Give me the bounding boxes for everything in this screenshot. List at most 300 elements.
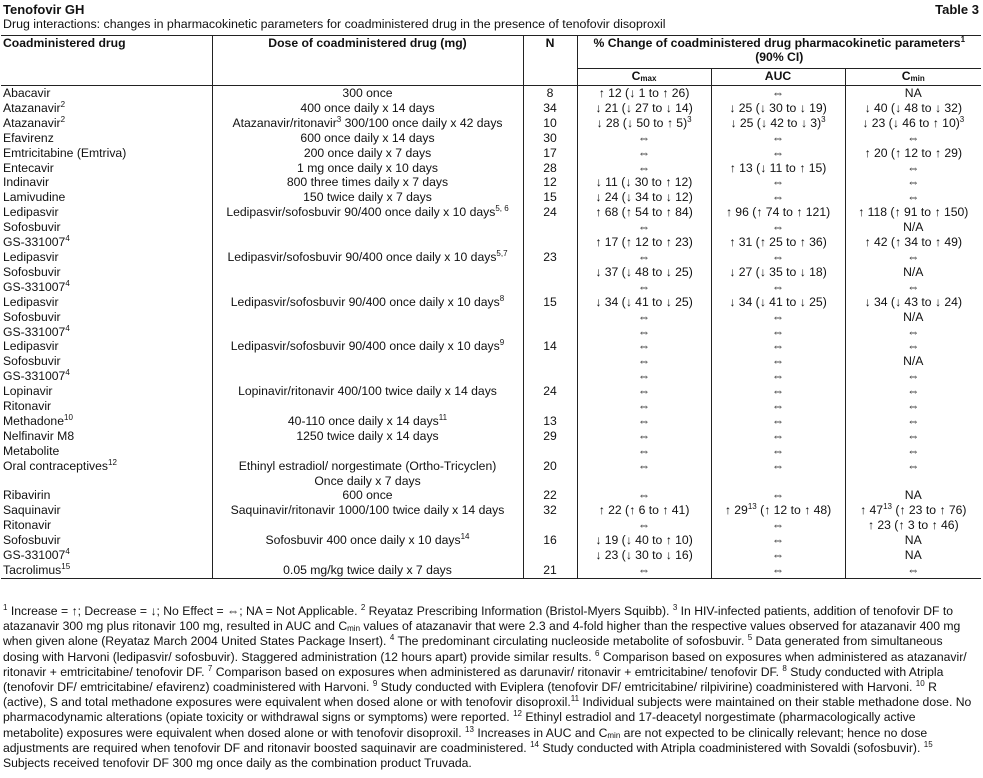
cell-n-text: 20 <box>543 458 557 473</box>
cell-auc <box>711 146 845 161</box>
cell-dose-text: 40-110 once daily x 14 days <box>287 413 439 428</box>
cell-dose-text: 150 twice daily x 7 days <box>303 190 432 205</box>
cell-dose-text: 600 once <box>342 488 393 503</box>
cell-cmax <box>577 369 711 384</box>
header-cmax-sub: max <box>640 74 657 83</box>
footnote-number: 10 <box>915 679 925 689</box>
cell-auc-text: ⇔ <box>771 488 785 503</box>
cell-cmin <box>845 295 981 310</box>
cell-cmax-text: ↓ 11 (↓ 30 to ↑ 12) <box>595 175 693 190</box>
cell-drug <box>1 295 212 310</box>
table-row <box>1 280 981 295</box>
cell-cmax <box>577 503 711 518</box>
cell-drug-footnote-ref: 10 <box>64 413 73 422</box>
cell-auc <box>711 325 845 340</box>
cell-auc-footnote-ref: 3 <box>821 115 826 124</box>
header-cmin-c: C <box>901 69 911 83</box>
cell-drug <box>1 548 212 563</box>
cell-auc <box>711 235 845 250</box>
cell-auc-text: ⇔ <box>771 309 785 324</box>
cell-cmin-text: ↓ 34 (↓ 43 to ↓ 24) <box>864 294 963 309</box>
cell-cmin <box>845 310 981 325</box>
footnote-subscript: min <box>607 730 621 740</box>
cell-auc-text: ⇔ <box>771 339 785 354</box>
cell-dose <box>212 250 523 265</box>
cell-drug <box>1 205 212 220</box>
cell-cmax-text: ⇔ <box>637 324 651 339</box>
cell-drug <box>1 131 212 146</box>
cell-dose-footnote-ref: 9 <box>499 339 505 348</box>
cell-cmax <box>577 250 711 265</box>
cell-cmin <box>845 518 981 533</box>
cell-cmax-text: ↓ 34 (↓ 41 to ↓ 25) <box>595 294 693 309</box>
cell-cmin-text: ⇔ <box>907 279 920 294</box>
cell-cmax <box>577 190 711 205</box>
header-drug: Coadministered drug <box>1 36 212 86</box>
footnote-text: Study conducted with Eviplera (tenofovir DF/ emtricitabine/ rilpivirine) coadministered with Harvoni. <box>377 680 916 695</box>
cell-dose-text: Ledipasvir/sofosbuvir 90/400 once daily x 10 days <box>227 249 497 264</box>
cell-drug-footnote-ref: 2 <box>60 100 66 109</box>
cell-auc-text: ⇔ <box>771 533 785 548</box>
cell-drug-footnote-ref: 4 <box>65 324 70 333</box>
cell-cmin-text: ⇔ <box>907 384 920 399</box>
cell-dose-text: Once daily x 7 days <box>314 473 421 488</box>
cell-auc <box>711 280 845 295</box>
cell-cmin-text: N/A <box>903 354 924 369</box>
cell-dose <box>212 369 523 384</box>
cell-cmin <box>845 533 981 548</box>
footnote-number: 3 <box>672 603 678 612</box>
cell-drug-text: Ledipasvir <box>3 339 59 354</box>
footnote-text: In HIV-infected patients, addition of tenofovir DF to atazanavir 300 mg plus ritonavir 100 mg, resulted in AUC and C <box>3 604 953 634</box>
cell-n <box>523 101 577 116</box>
cell-drug-footnote-ref: 4 <box>65 279 70 288</box>
cell-n-text: 22 <box>543 488 557 503</box>
footnote-number: 7 <box>207 663 213 673</box>
cell-cmax <box>577 354 711 369</box>
cell-n-text: 10 <box>543 115 557 130</box>
cell-n-text: 12 <box>543 175 557 190</box>
cell-drug-text: Lopinavir <box>3 384 53 399</box>
footnote-text: Study conducted with Atripla (tenofovir DF/ emtricitabine/ efavirenz) coadministered with Harvoni. <box>3 664 944 695</box>
cell-n <box>523 310 577 325</box>
cell-cmin-text: ⇔ <box>907 399 920 414</box>
cell-cmin-text: NA <box>904 488 922 503</box>
cell-auc-footnote-ref: 13 <box>747 503 757 512</box>
cell-n <box>523 548 577 563</box>
cell-auc <box>711 310 845 325</box>
cell-n <box>523 339 577 354</box>
cell-drug <box>1 518 212 533</box>
table-row <box>1 444 981 459</box>
cell-cmin <box>845 116 981 131</box>
table-row <box>1 131 981 146</box>
cell-n <box>523 354 577 369</box>
cell-cmax <box>577 295 711 310</box>
cell-n <box>523 175 577 190</box>
cell-auc-text: ⇔ <box>771 130 785 145</box>
cell-drug <box>1 354 212 369</box>
cell-cmax <box>577 474 711 489</box>
cell-drug <box>1 384 212 399</box>
cell-dose-text: Ledipasvir/sofosbuvir 90/400 once daily x 10 days <box>226 205 496 220</box>
cell-drug-text: Indinavir <box>3 175 50 190</box>
table-row <box>1 265 981 280</box>
footnote-text: Subjects received tenofovir DF 300 mg once daily as the combination product Truvada. <box>3 756 472 771</box>
cell-dose <box>212 101 523 116</box>
footnote-number: 12 <box>513 709 522 719</box>
cell-cmax <box>577 429 711 444</box>
table-row <box>1 518 981 533</box>
cell-cmax <box>577 563 711 578</box>
cell-cmin-text: ↑ 47 <box>860 503 884 518</box>
cell-drug-text: Efavirenz <box>3 130 54 145</box>
cell-cmin-text: ⇔ <box>907 190 920 205</box>
cell-cmax <box>577 161 711 176</box>
cell-drug <box>1 190 212 205</box>
footnote-number: 9 <box>372 679 378 689</box>
cell-dose <box>212 354 523 369</box>
cell-dose <box>212 533 523 548</box>
cell-cmin <box>845 190 981 205</box>
cell-auc-text: ⇔ <box>771 86 785 100</box>
table-row <box>1 369 981 384</box>
footnote-text: Increases in AUC and C <box>473 725 608 740</box>
cell-cmax-text: ⇔ <box>637 563 651 577</box>
cell-dose <box>212 131 523 146</box>
cell-cmax <box>577 131 711 146</box>
cell-n <box>523 280 577 295</box>
cell-auc-text: ⇔ <box>771 324 785 339</box>
footnotes <box>3 604 978 771</box>
cell-cmin <box>845 459 981 474</box>
cell-drug-text: Saquinavir <box>3 503 61 518</box>
cell-drug-text: Ritonavir <box>3 399 52 414</box>
cell-drug <box>1 116 212 131</box>
cell-cmax <box>577 399 711 414</box>
footnote-number: 1 <box>3 603 8 612</box>
cell-auc-text: ⇔ <box>771 369 785 384</box>
table-row <box>1 429 981 444</box>
cell-cmin <box>845 250 981 265</box>
cell-dose <box>212 235 523 250</box>
cell-dose <box>212 339 523 354</box>
cell-auc-text: ⇔ <box>771 563 785 577</box>
cell-cmax <box>577 280 711 295</box>
cell-drug <box>1 86 212 101</box>
document-title: Tenofovir GH <box>3 2 85 17</box>
cell-dose-footnote-ref: 3 <box>336 115 342 124</box>
cell-n-text: 13 <box>543 413 557 428</box>
cell-drug-text: Emtricitabine (Emtriva) <box>3 145 127 160</box>
cell-cmax <box>577 235 711 250</box>
cell-n <box>523 563 577 578</box>
cell-cmax <box>577 101 711 116</box>
cell-auc-text: ⇔ <box>771 428 785 443</box>
cell-n <box>523 325 577 340</box>
cell-cmax <box>577 533 711 548</box>
cell-auc <box>711 384 845 399</box>
footnote-text: Increase = ↑; Decrease = ↓; No Effect = ⇔; NA = Not Applicable. <box>7 604 361 618</box>
cell-drug <box>1 220 212 235</box>
cell-drug-text: Entecavir <box>3 160 54 175</box>
cell-dose-text-cont: 300/100 once daily x 42 days <box>341 115 503 130</box>
footnote-text: Data generated from simultaneous dosing with Harvoni (ledipasvir/ sofosbuvir). Staggered administration (12 hours apart) provide similar results. <box>3 634 943 664</box>
cell-n <box>523 235 577 250</box>
cell-cmin-text: ⇔ <box>907 458 920 473</box>
cell-cmin <box>845 235 981 250</box>
table-row <box>1 205 981 220</box>
table-row <box>1 563 981 578</box>
cell-dose-text: Atazanavir/ritonavir <box>232 115 337 130</box>
cell-drug <box>1 414 212 429</box>
cell-cmin-text: ↑ 23 (↑ 3 to ↑ 46) <box>867 518 959 533</box>
footnote-number: 4 <box>389 633 395 643</box>
footnote-number: 14 <box>530 739 539 749</box>
cell-n-text: 34 <box>543 100 557 115</box>
cell-dose <box>212 414 523 429</box>
cell-dose-text: Saquinavir/ritonavir 1000/100 twice daily x 14 days <box>230 503 505 518</box>
cell-drug <box>1 265 212 280</box>
cell-n-text: 15 <box>543 190 557 205</box>
cell-cmin <box>845 175 981 190</box>
cell-dose-footnote-ref: 8 <box>499 294 505 303</box>
cell-auc-text: ⇔ <box>771 443 785 458</box>
cell-dose <box>212 325 523 340</box>
cell-drug-text: Tacrolimus <box>3 563 62 577</box>
table-row <box>1 533 981 548</box>
cell-auc <box>711 369 845 384</box>
cell-cmin <box>845 548 981 563</box>
cell-cmax <box>577 548 711 563</box>
cell-n-text: 21 <box>543 563 557 577</box>
cell-n <box>523 205 577 220</box>
cell-cmin-text: ⇔ <box>907 249 920 264</box>
cell-dose <box>212 295 523 310</box>
cell-auc <box>711 354 845 369</box>
cell-cmin <box>845 444 981 459</box>
cell-auc <box>711 250 845 265</box>
cell-dose-text: 400 once daily x 14 days <box>300 100 435 115</box>
cell-n-text: 24 <box>543 205 557 220</box>
cell-cmin <box>845 131 981 146</box>
cell-dose-text: Ethinyl estradiol/ norgestimate (Ortho-Tricyclen) <box>238 458 497 473</box>
cell-drug-text: Sofosbuvir <box>3 354 61 369</box>
cell-drug <box>1 533 212 548</box>
cell-drug <box>1 459 212 474</box>
cell-auc <box>711 265 845 280</box>
cell-dose <box>212 474 523 489</box>
cell-cmin-text: ↓ 40 (↓ 48 to ↓ 32) <box>864 100 963 115</box>
cell-cmax-text: ↓ 24 (↓ 34 to ↓ 12) <box>595 190 693 205</box>
table-row <box>1 459 981 474</box>
cell-dose <box>212 220 523 235</box>
cell-drug-text: Abacavir <box>3 86 51 100</box>
cell-cmin <box>845 503 981 518</box>
cell-dose <box>212 161 523 176</box>
cell-cmin <box>845 220 981 235</box>
cell-auc-text: ↓ 34 (↓ 41 to ↓ 25) <box>729 294 827 309</box>
cell-cmax <box>577 384 711 399</box>
cell-dose-text: Sofosbuvir 400 once daily x 10 days <box>265 533 461 548</box>
cell-auc-text: ⇔ <box>771 249 785 264</box>
cell-dose-footnote-ref: 5,7 <box>496 249 508 258</box>
cell-drug <box>1 444 212 459</box>
cell-cmax-text: ↓ 28 (↓ 50 to ↑ 5) <box>596 115 688 130</box>
table-row <box>1 339 981 354</box>
cell-dose-text: 0.05 mg/kg twice daily x 7 days <box>283 563 452 577</box>
footnote-subscript: min <box>347 624 361 634</box>
cell-auc-text-cont: (↑ 12 to ↑ 48) <box>756 503 832 518</box>
cell-cmin-text: ⇔ <box>907 324 920 339</box>
cell-cmin-text-cont: (↑ 23 to ↑ 76) <box>891 503 967 518</box>
table-row <box>1 414 981 429</box>
cell-dose <box>212 190 523 205</box>
cell-auc <box>711 533 845 548</box>
table-label: Table 3 <box>935 2 979 17</box>
cell-cmax-text: ↑ 68 (↑ 54 to ↑ 84) <box>595 205 693 220</box>
footnote-number: 2 <box>360 603 366 612</box>
cell-auc <box>711 518 845 533</box>
cell-n-text: 14 <box>543 339 557 354</box>
cell-cmin <box>845 205 981 220</box>
header-pk-change-sup: 1 <box>960 35 966 44</box>
cell-drug-text: Methadone <box>3 413 64 428</box>
header-cmin <box>845 69 981 86</box>
table-row <box>1 101 981 116</box>
cell-drug-text: Atazanavir <box>3 115 61 130</box>
cell-n-text: 24 <box>543 384 557 399</box>
cell-cmax <box>577 444 711 459</box>
cell-cmax-text: ⇔ <box>637 369 651 384</box>
cell-auc-text: ↓ 25 (↓ 42 to ↓ 3) <box>730 115 822 130</box>
cell-dose-footnote-ref: 11 <box>438 413 448 422</box>
table-row <box>1 220 981 235</box>
cell-cmin-footnote-ref: 3 <box>959 115 965 124</box>
cell-drug-text: Sofosbuvir <box>3 309 61 324</box>
cell-n <box>523 116 577 131</box>
cell-drug <box>1 175 212 190</box>
cell-n <box>523 459 577 474</box>
cell-cmin <box>845 369 981 384</box>
cell-cmax-text: ↓ 37 (↓ 48 to ↓ 25) <box>595 264 693 279</box>
cell-dose <box>212 116 523 131</box>
cell-n <box>523 86 577 101</box>
footnote-text: Reyataz Prescribing Information (Bristol-Myers Squibb). <box>365 604 673 618</box>
cell-drug <box>1 339 212 354</box>
cell-dose <box>212 459 523 474</box>
footnote-text: The predominant circulating nucleoside metabolite of sofosbuvir. <box>394 634 748 649</box>
cell-cmax <box>577 220 711 235</box>
cell-auc <box>711 86 845 101</box>
cell-n-text: 28 <box>543 160 557 175</box>
cell-cmin <box>845 161 981 176</box>
cell-drug <box>1 399 212 414</box>
table-row <box>1 354 981 369</box>
cell-auc <box>711 459 845 474</box>
cell-cmax <box>577 86 711 101</box>
cell-auc <box>711 295 845 310</box>
cell-cmax <box>577 116 711 131</box>
cell-cmax-text: ⇔ <box>637 339 651 354</box>
cell-cmin <box>845 86 981 101</box>
cell-cmax-text: ⇔ <box>637 354 651 369</box>
cell-auc-text: ↓ 25 (↓ 30 to ↓ 19) <box>729 100 827 115</box>
table-row <box>1 146 981 161</box>
cell-cmax <box>577 518 711 533</box>
footnote-text: R (active), S and total methadone exposures were equivalent when dosed alone or with tenofovir disoproxil. <box>3 680 937 710</box>
table-row <box>1 325 981 340</box>
cell-auc-text: ↑ 96 (↑ 74 to ↑ 121) <box>725 205 831 220</box>
cell-n <box>523 429 577 444</box>
cell-n <box>523 265 577 280</box>
footnote-text: Study conducted with Atripla coadministered with Sovaldi (sofosbuvir). <box>538 740 924 755</box>
cell-dose-text: 1 mg once daily x 10 days <box>297 160 438 175</box>
title-bar <box>3 2 979 18</box>
cell-drug-footnote-ref: 2 <box>60 115 66 124</box>
footnote-number: 13 <box>465 724 474 734</box>
cell-auc <box>711 339 845 354</box>
header-cmin-sub: min <box>910 74 925 83</box>
cell-auc-text: ↑ 13 (↓ 11 to ↑ 15) <box>729 160 827 175</box>
cell-cmin-text: ⇔ <box>907 413 920 428</box>
cell-cmax-text: ⇔ <box>637 130 651 145</box>
cell-cmax-text: ⇔ <box>637 428 651 443</box>
cell-cmin-text: NA <box>904 86 922 100</box>
cell-drug-text: Sofosbuvir <box>3 533 61 548</box>
cell-drug-text: GS-331007 <box>3 279 66 294</box>
table-row <box>1 503 981 518</box>
footnote-text: Comparison based on exposures when administered as atazanavir/ ritonavir + emtricitabine/ tenofovir DF. <box>3 649 967 679</box>
table-row <box>1 116 981 131</box>
cell-n <box>523 384 577 399</box>
cell-cmin <box>845 429 981 444</box>
cell-dose-text: 600 once daily x 14 days <box>300 130 435 145</box>
cell-cmax <box>577 414 711 429</box>
cell-cmin-text: ⇔ <box>907 369 920 384</box>
cell-auc <box>711 205 845 220</box>
table-row <box>1 235 981 250</box>
cell-drug <box>1 161 212 176</box>
cell-drug-footnote-ref: 15 <box>61 563 71 571</box>
cell-drug-text: Sofosbuvir <box>3 264 61 279</box>
cell-auc-text: ⇔ <box>771 413 785 428</box>
cell-n <box>523 131 577 146</box>
cell-auc-text: ⇔ <box>771 190 785 205</box>
cell-n <box>523 161 577 176</box>
header-dose: Dose of coadministered drug (mg) <box>212 36 523 86</box>
cell-cmin <box>845 399 981 414</box>
cell-n-text: 23 <box>543 249 557 264</box>
cell-auc <box>711 444 845 459</box>
cell-drug-text: GS-331007 <box>3 548 66 563</box>
cell-cmax-text: ⇔ <box>637 249 651 264</box>
cell-dose-text: 1250 twice daily x 14 days <box>296 428 439 443</box>
cell-auc <box>711 503 845 518</box>
table-row <box>1 295 981 310</box>
cell-cmin <box>845 280 981 295</box>
cell-cmax-text: ⇔ <box>637 384 651 399</box>
cell-dose-text: Ledipasvir/sofosbuvir 90/400 once daily x 10 days <box>230 339 500 354</box>
table-row <box>1 399 981 414</box>
cell-auc <box>711 563 845 578</box>
cell-dose <box>212 265 523 280</box>
cell-cmin <box>845 101 981 116</box>
cell-cmin-text: ↑ 42 (↑ 34 to ↑ 49) <box>864 235 963 250</box>
header-cmax-c: C <box>631 69 641 83</box>
cell-cmax-text: ⇔ <box>637 309 651 324</box>
cell-dose-footnote-ref: 5, 6 <box>495 205 509 214</box>
